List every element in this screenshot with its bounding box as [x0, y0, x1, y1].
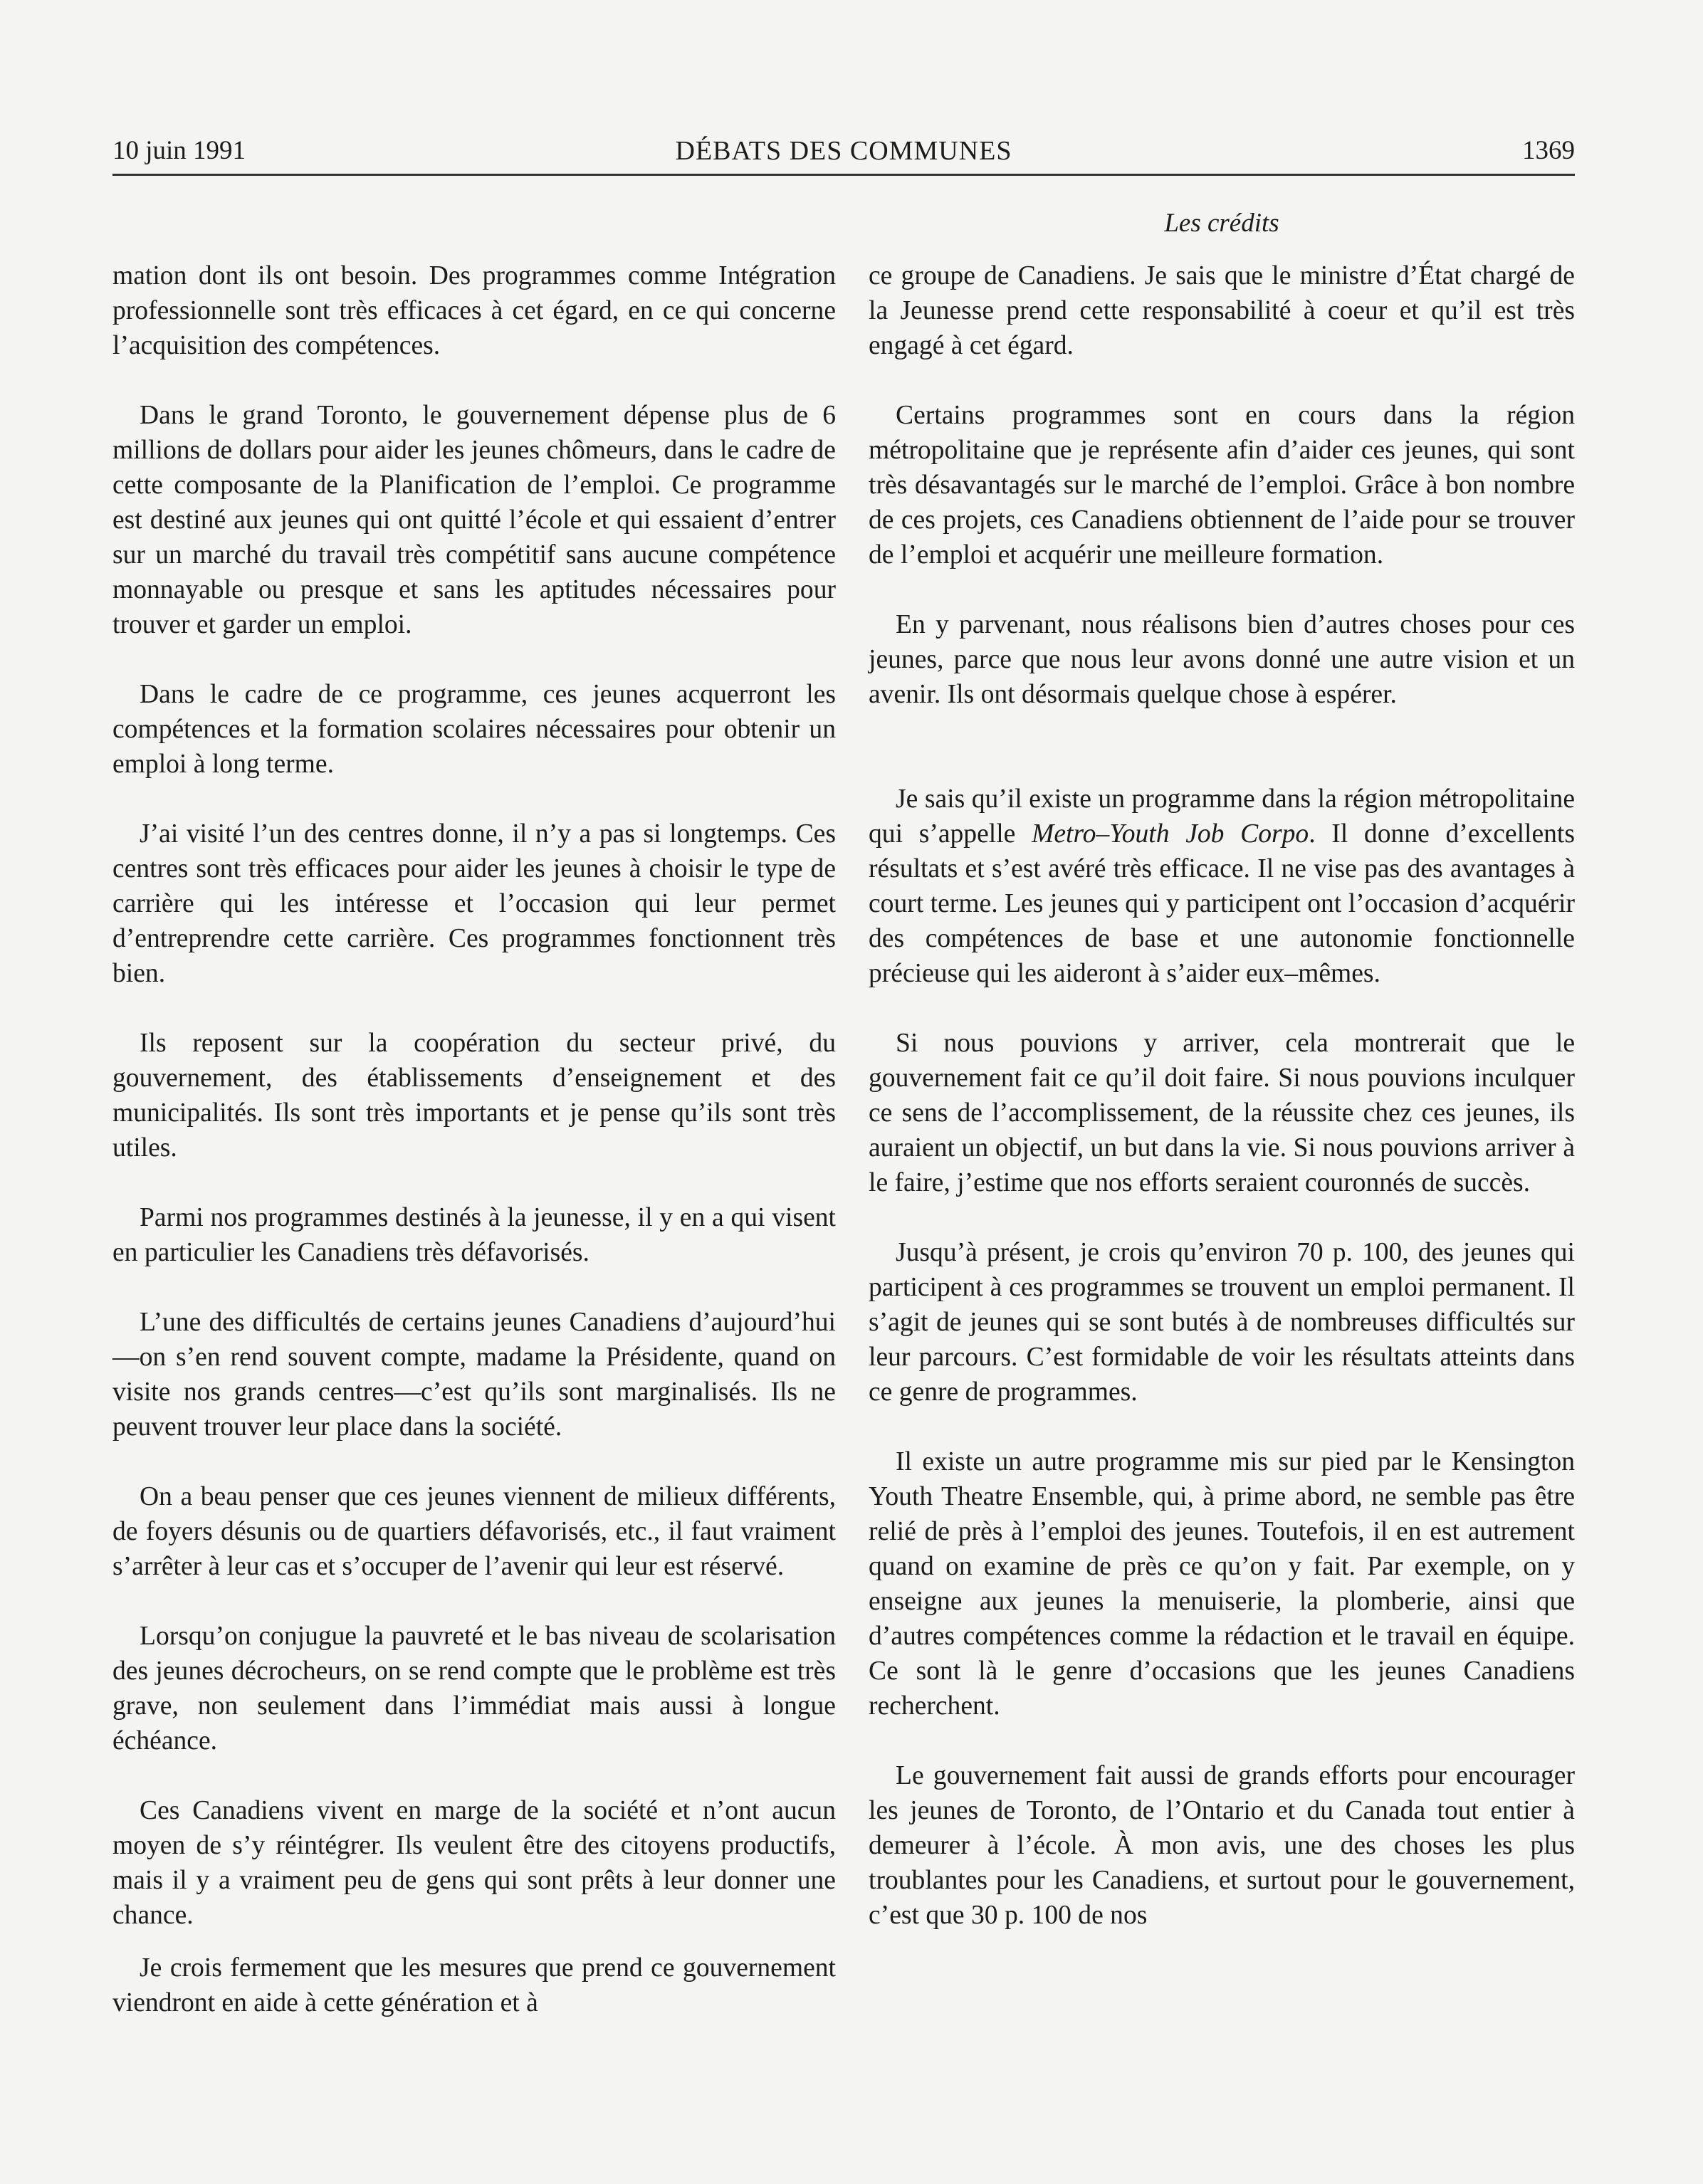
header-title: DÉBATS DES COMMUNES	[675, 136, 1012, 166]
paragraph: Parmi nos programmes destinés à la jeunesse, il y en a qui visent en particulier les Canadiens très défavorisés.	[112, 1203, 836, 1267]
program-name: Metro–Youth Job Corpo	[1032, 819, 1309, 849]
paragraph: L’une des difficultés de certains jeunes Canadiens d’aujourd’hui—on s’en rend souvent compte, madame la Présidente, quand on visite nos grands centres—c’est qu’ils sont marginalisés. Ils ne peuvent trouver leur place dans la société.	[112, 1308, 836, 1442]
paragraph: ce groupe de Canadiens. Je sais que le ministre d’État chargé de la Jeunesse prend cette responsabilité à coeur et qu’il est très engagé à cet égard.	[869, 261, 1575, 360]
paragraph: Il existe un autre programme mis sur pied par le Kensington Youth Theatre Ensemble, qui, à prime abord, ne semble pas être relié de près à l’emploi des jeunes. Toutefois, il en est autrement quand on examine de près ce qu’on y fait. Par exemple, on y enseigne aux jeunes la menuiserie, la plomberie, ainsi que d’autres compétences comme la rédaction et le travail en équipe. Ce sont là le genre d’occasions que les jeunes Canadiens recherchent.	[869, 1447, 1575, 1721]
left-column	[112, 258, 836, 2020]
paragraph: Certains programmes sont en cours dans la région métropolitaine que je représente afin d’aider ces jeunes, qui sont très désavantagés sur le marché de l’emploi. Grâce à bon nombre de ces projets, ces Canadiens obtiennent de l’aide pour se trouver de l’emploi et acquérir une meilleure formation.	[869, 401, 1575, 569]
paragraph: Dans le grand Toronto, le gouvernement dépense plus de 6 millions de dollars pour aider les jeunes chômeurs, dans le cadre de cette composante de la Planification de l’emploi. Ce programme est destiné aux jeunes qui ont quitté l’école et qui essaient d’entrer sur un marché du travail très compétitif sans aucune compétence monnayable ou presque et sans les aptitudes nécessaires pour trouver et garder un emploi.	[112, 401, 836, 639]
paragraph-text: Je sais qu’il existe un programme dans la région métropolitaine qui s’appelle	[869, 784, 1575, 849]
paragraph: J’ai visité l’un des centres donne, il n’y a pas si longtemps. Ces centres sont très efficaces pour aider les jeunes à choisir le type de carrière qui les intéresse et l’occasion qui leur permet d’entreprendre cette carrière. Ces programmes fonctionnent très bien.	[112, 819, 836, 988]
header-date: 10 juin 1991	[112, 136, 246, 165]
paragraph-text: . Il donne d’excellents résultats et s’est avéré très efficace. Il ne vise pas des avantages à court terme. Les jeunes qui y participent ont l’occasion d’acquérir des compétences de base et une autonomie fonctionnelle précieuse qui les aideront à s’aider eux–mêmes.	[869, 819, 1575, 988]
paragraph: En y parvenant, nous réalisons bien d’autres choses pour ces jeunes, parce que nous leur avons donné une autre vision et un avenir. Ils ont désormais quelque chose à espérer.	[869, 610, 1575, 709]
paragraph: mation dont ils ont besoin. Des programmes comme Intégration professionnelle sont très efficaces à cet égard, en ce qui concerne l’acquisition des compétences.	[112, 261, 836, 360]
paragraph: Jusqu’à présent, je crois qu’environ 70 p. 100, des jeunes qui participent à ces programmes se trouvent un emploi permanent. Il s’agit de jeunes qui se sont butés à de nombreuses difficultés sur leur parcours. C’est formidable de voir les résultats atteints dans ce genre de programmes.	[869, 1238, 1575, 1407]
paragraph: Si nous pouvions y arriver, cela montrerait que le gouvernement fait ce qu’il doit faire. Si nous pouvions inculquer ce sens de l’accomplissement, de la réussite chez ces jeunes, ils auraient un objectif, un but dans la vie. Si nous pouvions arriver à le faire, j’estime que nos efforts seraient couronnés de succès.	[869, 1029, 1575, 1197]
page-number: 1369	[1522, 136, 1575, 165]
page-header	[112, 135, 1575, 171]
paragraph: Lorsqu’on conjugue la pauvreté et le bas niveau de scolarisation des jeunes décrocheurs, on se rend compte que le problème est très grave, non seulement dans l’immédiat mais aussi à longue échéance.	[112, 1622, 836, 1755]
right-column	[869, 258, 1575, 1933]
paragraph: On a beau penser que ces jeunes viennent de milieux différents, de foyers désunis ou de quartiers défavorisés, etc., il faut vraiment s’arrêter à leur cas et s’occuper de l’avenir qui leur est réservé.	[112, 1482, 836, 1581]
paragraph: Je crois fermement que les mesures que prend ce gouvernement viendront en aide à cette génération et à	[112, 1953, 836, 2017]
paragraph: Ces Canadiens vivent en marge de la société et n’ont aucun moyen de s’y réintégrer. Ils veulent être des citoyens productifs, mais il y a vraiment peu de gens qui sont prêts à leur donner une chance.	[112, 1796, 836, 1930]
header-rule	[112, 174, 1575, 176]
paragraph: Le gouvernement fait aussi de grands efforts pour encourager les jeunes de Toronto, de l’Ontario et du Canada tout entier à demeurer à l’école. À mon avis, une des choses les plus troublantes pour les Canadiens, et surtout pour le gouvernement, c’est que 30 p. 100 de nos	[869, 1761, 1575, 1930]
paragraph: Ils reposent sur la coopération du secteur privé, du gouvernement, des établissements d’enseignement et des municipalités. Ils sont très importants et je pense qu’ils sont très utiles.	[112, 1029, 836, 1162]
section-label: Les crédits	[1164, 209, 1279, 238]
paragraph	[869, 782, 1575, 991]
paragraph: Dans le cadre de ce programme, ces jeunes acquerront les compétences et la formation scolaires nécessaires pour obtenir un emploi à long terme.	[112, 680, 836, 779]
